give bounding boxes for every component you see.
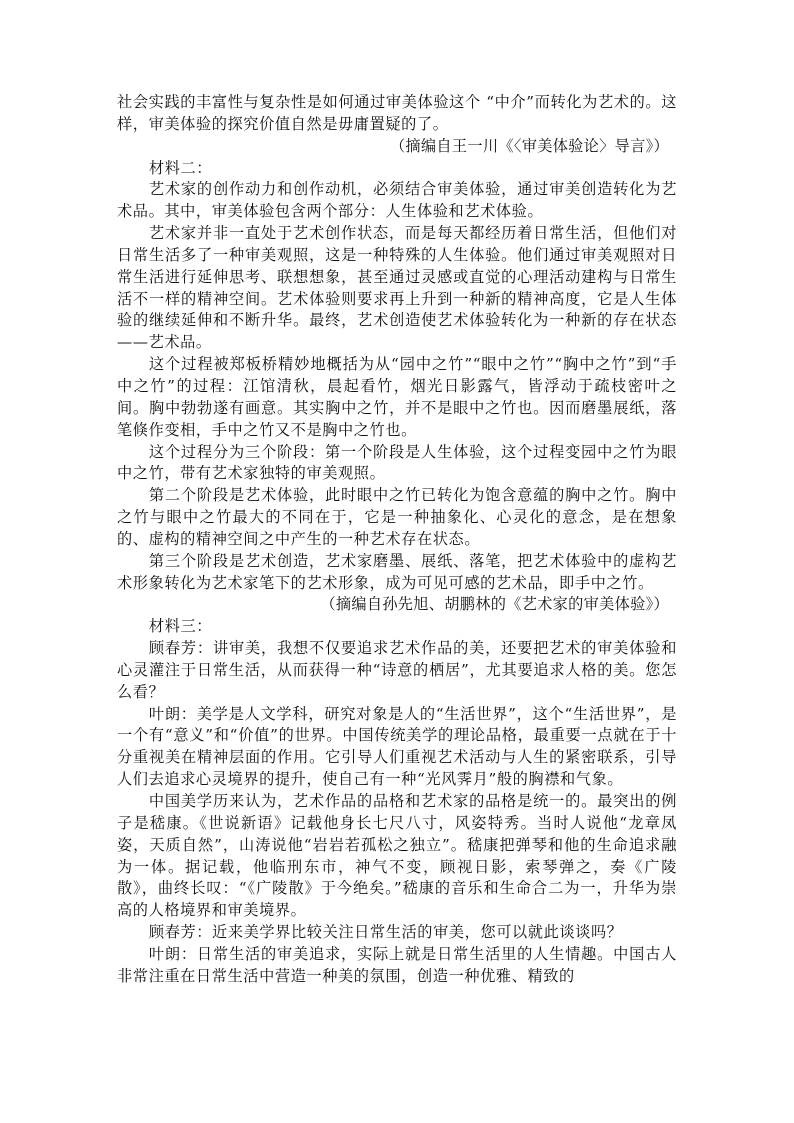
paragraph-continued: 社会实践的丰富性与复杂性是如何通过审美体验这个 “中介”而转化为艺术的。这样，审美体验的探究价值自然是毋庸置疑的了。 (117, 93, 677, 133)
paragraph: 叶朗：日常生活的审美追求，实际上就是日常生活里的人生情趣。中国古人非常注重在日常生活中营造一种美的氛围，创造一种优雅、精致的 (117, 944, 677, 985)
source-citation-2: （摘编自孙先旭、胡鹏林的《艺术家的审美体验》） (320, 595, 669, 614)
paragraph: 艺术家并非一直处于艺术创作状态，而是每天都经历着日常生活，但他们对日常生活多了一种审美观照，这是一种特殊的人生体验。他们通过审美观照对日常生活进行延伸思考、联想想象，甚至通过灵感或直觉的心理活动建构与日常生活不一样的精神空间。艺术体验则要求再上升到一种新的精神高度，它是人生体验的继续延伸和不断升华。最终，艺术创造使艺术体验转化为一种新的存在状态——艺术品。 (117, 224, 677, 352)
section-heading-material-3: 材料三： (148, 617, 213, 636)
source-citation-1: （摘编自王一川《〈审美体验论〉导言》） (389, 136, 669, 155)
paragraph: 顾春芳：讲审美，我想不仅要追求艺术作品的美，还要把艺术的审美体验和心灵灌注于日常生活，从而获得一种“诗意的栖居”，尤其要追求人格的美。您怎么看？ (117, 639, 677, 701)
paragraph: 顾春芳：近来美学界比较关注日常生活的审美，您可以就此谈谈吗？ (148, 923, 623, 942)
paragraph: 艺术家的创作动力和创作动机，必须结合审美体验，通过审美创造转化为艺术品。其中，审美体验包含两个部分：人生体验和艺术体验。 (117, 180, 677, 221)
document-page (117, 92, 677, 988)
paragraph: 这个过程分为三个阶段：第一个阶段是人生体验，这个过程变园中之竹为眼中之竹，带有艺术家独特的审美观照。 (117, 442, 677, 483)
paragraph: 第二个阶段是艺术体验，此时眼中之竹已转化为饱含意蕴的胸中之竹。胸中之竹与眼中之竹最大的不同在于，它是一种抽象化、心灵化的意念，是在想象的、虚构的精神空间之中产生的一种艺术存在状态。 (117, 486, 677, 548)
section-heading-material-2: 材料二： (148, 158, 213, 177)
paragraph: 中国美学历来认为，艺术作品的品格和艺术家的品格是统一的。最突出的例子是嵇康。《世说新语》记载他身长七尺八寸，风姿特秀。当时人说他“龙章凤姿，天质自然”，山涛说他“岩岩若孤松之独立”。嵇康把弹琴和他的生命追求融为一体。据记载，他临刑东市，神气不变，顾视日影，索琴弹之，奏《广陵散》，曲终长叹：“《广陵散》于今绝矣。”嵇康的音乐和生命合二为一，升华为崇高的人格境界和审美境界。 (117, 792, 677, 920)
paragraph: 叶朗：美学是人文学科，研究对象是人的“生活世界”，这个“生活世界”，是一个有“意义”和“价值”的世界。中国传统美学的理论品格，最重要一点就在于十分重视美在精神层面的作用。它引导人们重视艺术活动与人生的紧密联系，引导人们去追求心灵境界的提升，使自己有一种“光风霁月”般的胸襟和气象。 (117, 704, 677, 789)
paragraph: 第三个阶段是艺术创造，艺术家磨墨、展纸、落笔，把艺术体验中的虚构艺术形象转化为艺术家笔下的艺术形象，成为可见可感的艺术品，即手中之竹。 (117, 551, 677, 592)
paragraph: 这个过程被郑板桥精妙地概括为从“园中之竹”“眼中之竹”“胸中之竹”到“手中之竹”的过程：江馆清秋，晨起看竹，烟光日影露气，皆浮动于疏枝密叶之间。胸中勃勃遂有画意。其实胸中之竹，并不是眼中之竹也。因而磨墨展纸，落笔倏作变相，手中之竹又不是胸中之竹也。 (117, 355, 677, 439)
